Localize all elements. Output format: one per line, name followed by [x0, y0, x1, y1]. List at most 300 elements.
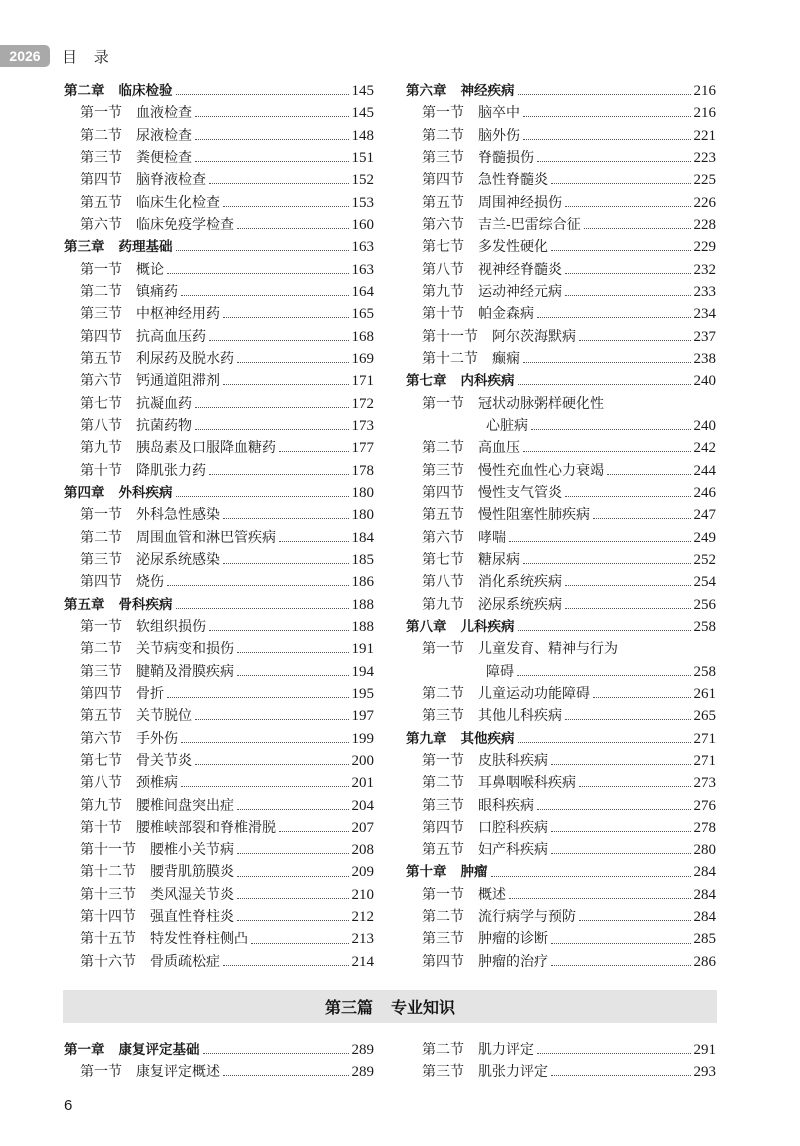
toc-section-entry[interactable]	[406, 147, 716, 169]
entry-page-number: 233	[693, 283, 716, 300]
entry-title: 临床检验	[118, 83, 173, 99]
running-header	[0, 44, 115, 68]
toc-section-entry[interactable]	[406, 460, 716, 482]
toc-section-entry[interactable]	[406, 102, 716, 124]
entry-page-number: 228	[693, 216, 716, 233]
entry-page-number: 242	[693, 440, 716, 457]
entry-label: 第五节	[422, 507, 464, 524]
entry-title: 其他儿科疾病	[478, 708, 562, 725]
toc-section-entry[interactable]	[406, 772, 716, 794]
entry-title: 慢性支气管炎	[478, 484, 562, 501]
entry-title: 腰椎峡部裂和脊椎滑脱	[136, 819, 276, 836]
toc-section-entry[interactable]	[406, 482, 716, 504]
entry-title: 关节病变和损伤	[136, 641, 234, 658]
entry-title: 药理基础	[118, 239, 173, 256]
toc-section-entry[interactable]	[64, 616, 374, 638]
toc-section-entry[interactable]	[64, 705, 374, 727]
entry-title: 皮肤科疾病	[478, 752, 548, 769]
entry-label: 第二节	[422, 909, 464, 926]
dot-leader	[551, 1074, 691, 1076]
toc-section-entry[interactable]	[406, 638, 716, 660]
entry-title: 骨关节炎	[136, 752, 192, 769]
entry-page-number: 246	[693, 484, 716, 501]
dot-leader	[223, 964, 349, 966]
toc-section-entry[interactable]	[406, 1061, 716, 1083]
entry-label: 第四节	[80, 328, 122, 345]
toc-section-entry[interactable]	[64, 817, 374, 839]
entry-label: 第六节	[422, 529, 464, 546]
dot-leader	[176, 249, 349, 251]
entry-title: 流行病学与预防	[478, 909, 576, 926]
entry-label: 第一节	[422, 641, 464, 658]
entry-title: 特发性脊柱侧凸	[150, 931, 248, 948]
dot-leader	[537, 1052, 691, 1054]
entry-title: 儿童运动功能障碍	[478, 685, 590, 702]
toc-section-entry[interactable]	[406, 259, 716, 281]
entry-title: 类风湿关节炎	[150, 886, 234, 903]
toc-section-entry[interactable]	[406, 705, 716, 727]
toc-section-entry[interactable]	[64, 861, 374, 883]
entry-page-number: 164	[351, 283, 374, 300]
entry-page-number: 197	[351, 708, 374, 725]
entry-label: 第一节	[80, 507, 122, 524]
toc-section-entry[interactable]	[64, 437, 374, 459]
entry-page-number: 178	[351, 462, 374, 479]
entry-title: 脑卒中	[478, 105, 520, 122]
dot-leader	[223, 383, 349, 385]
dot-leader	[509, 540, 691, 542]
dot-leader	[565, 718, 691, 720]
dot-leader	[176, 93, 349, 95]
entry-label: 第二节	[422, 685, 464, 702]
entry-title: 哮喘	[478, 529, 506, 546]
entry-label: 第六节	[80, 730, 122, 747]
entry-title: 外科疾病	[118, 484, 173, 501]
entry-title: 运动神经元病	[478, 283, 562, 300]
toc-section-entry[interactable]	[64, 772, 374, 794]
toc-chapter-entry[interactable]	[406, 80, 716, 102]
dot-leader	[209, 473, 349, 475]
toc-section-entry[interactable]	[406, 951, 716, 973]
toc-section-entry[interactable]	[406, 281, 716, 303]
entry-title: 强直性脊柱炎	[150, 909, 234, 926]
toc-column-left	[64, 80, 374, 973]
entry-title: 糖尿病	[478, 551, 520, 568]
entry-page-number: 186	[351, 574, 374, 591]
entry-label: 第四节	[80, 685, 122, 702]
entry-title: 腰背肌筋膜炎	[150, 864, 234, 881]
toc-section-entry[interactable]	[64, 192, 374, 214]
dot-leader	[565, 495, 691, 497]
toc-chapter-entry[interactable]	[406, 861, 716, 883]
entry-label: 第五节	[80, 708, 122, 725]
entry-title: 急性脊髓炎	[478, 172, 548, 189]
entry-page-number: 284	[693, 909, 716, 926]
entry-label: 第六节	[422, 216, 464, 233]
entry-label: 第六节	[80, 373, 122, 390]
toc-chapter-entry[interactable]	[64, 80, 374, 102]
toc-section-entry[interactable]	[64, 102, 374, 124]
entry-page-number: 276	[693, 797, 716, 814]
entry-title: 概论	[136, 261, 164, 278]
dot-leader	[223, 517, 349, 519]
entry-title: 钙通道阻滞剂	[136, 373, 220, 390]
entry-label: 第三节	[422, 931, 464, 948]
toc-section-entry[interactable]	[64, 951, 374, 973]
entry-label: 第七节	[80, 395, 122, 412]
dot-leader	[181, 294, 349, 296]
entry-title: 冠状动脉粥样硬化性	[478, 395, 604, 412]
entry-title: 概述	[478, 886, 506, 903]
toc-chapter-entry[interactable]	[64, 236, 374, 258]
entry-label: 第一节	[80, 261, 122, 278]
entry-label: 第三节	[422, 708, 464, 725]
toc-section-entry[interactable]	[64, 928, 374, 950]
toc-section-entry[interactable]	[64, 728, 374, 750]
dot-leader	[523, 562, 691, 564]
dot-leader	[551, 763, 691, 765]
entry-title: 帕金森病	[478, 306, 534, 323]
entry-label: 第二节	[422, 127, 464, 144]
entry-page-number: 261	[693, 685, 716, 702]
entry-title: 骨折	[136, 685, 164, 702]
entry-title: 利尿药及脱水药	[136, 350, 234, 367]
entry-page-number: 216	[693, 83, 716, 99]
entry-label: 第七节	[422, 551, 464, 568]
entry-page-number: 284	[693, 864, 716, 881]
entry-label: 第二节	[80, 529, 122, 546]
toc-section-entry[interactable]	[64, 549, 374, 571]
dot-leader	[518, 383, 691, 385]
entry-page-number: 185	[351, 551, 374, 568]
entry-page-number: 165	[351, 306, 374, 323]
entry-page-number: 244	[693, 462, 716, 479]
entry-label: 第三节	[422, 462, 464, 479]
toc-section-entry[interactable]	[64, 169, 374, 191]
toc-section-entry[interactable]	[64, 661, 374, 683]
entry-page-number: 163	[351, 239, 374, 256]
dot-leader	[237, 875, 349, 877]
dot-leader	[237, 897, 349, 899]
entry-page-number: 291	[693, 1042, 716, 1058]
entry-title: 障碍	[486, 663, 514, 680]
toc-chapter-entry[interactable]	[406, 370, 716, 392]
dot-leader	[195, 115, 349, 117]
entry-page-number: 280	[693, 842, 716, 859]
entry-label: 第八节	[80, 775, 122, 792]
toc-section-entry[interactable]	[64, 460, 374, 482]
dot-leader	[279, 830, 349, 832]
toc-section-entry[interactable]	[64, 906, 374, 928]
entry-page-number: 145	[351, 83, 374, 99]
dot-leader	[518, 93, 691, 95]
dot-leader	[551, 964, 691, 966]
entry-title: 慢性阻塞性肺疾病	[478, 507, 590, 524]
dot-leader	[209, 339, 349, 341]
entry-title: 肿瘤的诊断	[478, 931, 548, 948]
toc-section-entry[interactable]	[64, 415, 374, 437]
entry-title: 儿科疾病	[460, 618, 515, 635]
toc-section-entry[interactable]	[406, 549, 716, 571]
entry-page-number: 214	[351, 953, 374, 970]
entry-label: 第十一节	[80, 842, 136, 859]
entry-label: 第四节	[422, 953, 464, 970]
dot-leader	[223, 316, 349, 318]
toc-section-entry[interactable]	[406, 661, 716, 683]
entry-label: 第四节	[80, 574, 122, 591]
entry-page-number: 209	[351, 864, 374, 881]
entry-page-number: 210	[351, 886, 374, 903]
toc-section-entry[interactable]	[406, 415, 716, 437]
entry-label: 第五章	[64, 596, 105, 613]
toc-section-entry[interactable]	[406, 169, 716, 191]
toc-section-entry[interactable]	[406, 839, 716, 861]
entry-label: 第十节	[80, 819, 122, 836]
toc-section-entry[interactable]	[64, 638, 374, 660]
entry-label: 第四节	[422, 484, 464, 501]
toc-section-entry[interactable]	[406, 594, 716, 616]
entry-title: 慢性充血性心力衰竭	[478, 462, 604, 479]
entry-title: 抗高血压药	[136, 328, 206, 345]
entry-page-number: 278	[693, 819, 716, 836]
entry-page-number: 188	[351, 596, 374, 613]
dot-leader	[593, 696, 691, 698]
toc-section-entry[interactable]	[406, 214, 716, 236]
entry-title: 软组织损伤	[136, 618, 206, 635]
dot-leader	[523, 115, 691, 117]
entry-label: 第一节	[80, 105, 122, 122]
dot-leader	[195, 428, 349, 430]
toc-section-entry[interactable]	[64, 393, 374, 415]
toc-section-entry[interactable]	[406, 437, 716, 459]
entry-page-number: 212	[351, 909, 374, 926]
entry-label: 第五节	[422, 194, 464, 211]
toc-section-entry[interactable]	[64, 795, 374, 817]
dot-leader	[551, 182, 691, 184]
dot-leader	[176, 495, 349, 497]
entry-label: 第一节	[422, 395, 464, 412]
dot-leader	[565, 584, 691, 586]
toc-section-entry[interactable]	[64, 214, 374, 236]
toc-section-entry[interactable]	[406, 683, 716, 705]
entry-page-number: 171	[351, 373, 374, 390]
entry-label: 第十章	[406, 864, 447, 881]
entry-label: 第一章	[64, 1042, 105, 1058]
toc-section-entry[interactable]	[64, 571, 374, 593]
entry-label: 第一节	[422, 105, 464, 122]
entry-title: 儿童发育、精神与行为	[478, 641, 618, 658]
entry-page-number: 271	[693, 752, 716, 769]
dot-leader	[517, 674, 691, 676]
page-number: 6	[64, 1097, 73, 1114]
toc-section-entry[interactable]	[64, 750, 374, 772]
toc-section-entry[interactable]	[64, 147, 374, 169]
toc-section-entry[interactable]	[406, 125, 716, 147]
entry-label: 第三节	[422, 149, 464, 166]
toc-chapter-entry[interactable]	[64, 482, 374, 504]
toc-section-entry[interactable]	[64, 303, 374, 325]
entry-title: 骨质疏松症	[150, 953, 220, 970]
entry-title: 胰岛素及口服降血糖药	[136, 440, 276, 457]
toc-section-entry[interactable]	[64, 504, 374, 526]
entry-title: 外科急性感染	[136, 507, 220, 524]
entry-page-number: 180	[351, 507, 374, 524]
toc-section-entry[interactable]	[406, 1039, 716, 1061]
entry-label: 第十三节	[80, 886, 136, 903]
toc-section-entry[interactable]	[64, 259, 374, 281]
entry-title: 周围神经损伤	[478, 194, 562, 211]
toc-section-entry[interactable]	[406, 928, 716, 950]
toc-section-entry[interactable]	[406, 192, 716, 214]
part-banner	[63, 990, 717, 1023]
toc-section-entry[interactable]	[64, 683, 374, 705]
entry-title: 血液检查	[136, 105, 192, 122]
toc-column-right	[406, 80, 716, 973]
entry-label: 第一节	[80, 1064, 122, 1081]
toc-section-entry[interactable]	[406, 884, 716, 906]
toc-section-entry[interactable]	[64, 281, 374, 303]
entry-page-number: 216	[693, 105, 716, 122]
toc-section-entry[interactable]	[406, 504, 716, 526]
entry-label: 第三节	[422, 797, 464, 814]
dot-leader	[537, 808, 691, 810]
entry-page-number: 232	[693, 261, 716, 278]
entry-label: 第七章	[406, 373, 447, 390]
toc-section-entry[interactable]	[406, 527, 716, 549]
dot-leader	[167, 696, 349, 698]
entry-page-number: 169	[351, 350, 374, 367]
entry-page-number: 168	[351, 328, 374, 345]
entry-page-number: 271	[693, 730, 716, 747]
toc-section-entry[interactable]	[64, 884, 374, 906]
entry-page-number: 265	[693, 708, 716, 725]
dot-leader	[209, 182, 349, 184]
entry-page-number: 225	[693, 172, 716, 189]
dot-leader	[551, 852, 691, 854]
toc-section-entry[interactable]	[406, 236, 716, 258]
entry-page-number: 240	[693, 417, 716, 434]
entry-page-number: 152	[351, 172, 374, 189]
toc-section-entry[interactable]	[64, 527, 374, 549]
entry-page-number: 153	[351, 194, 374, 211]
dot-leader	[518, 629, 691, 631]
entry-title: 内科疾病	[460, 373, 515, 390]
toc-section-entry[interactable]	[406, 303, 716, 325]
dot-leader	[279, 540, 349, 542]
entry-title: 尿液检查	[136, 127, 192, 144]
dot-leader	[537, 316, 691, 318]
entry-label: 第七节	[80, 752, 122, 769]
dot-leader	[195, 763, 349, 765]
toc-section-entry[interactable]	[406, 817, 716, 839]
entry-label: 第十五节	[80, 931, 136, 948]
entry-label: 第五节	[422, 842, 464, 859]
toc-section-entry[interactable]	[406, 326, 716, 348]
entry-title: 眼科疾病	[478, 797, 534, 814]
toc-section-entry[interactable]	[64, 839, 374, 861]
entry-label: 第九节	[80, 797, 122, 814]
entry-title: 泌尿系统感染	[136, 551, 220, 568]
entry-title: 妇产科疾病	[478, 842, 548, 859]
entry-page-number: 148	[351, 127, 374, 144]
entry-title: 颈椎病	[136, 775, 178, 792]
toc-section-entry[interactable]	[64, 348, 374, 370]
dot-leader	[491, 875, 691, 877]
dot-leader	[523, 450, 691, 452]
entry-page-number: 207	[351, 819, 374, 836]
entry-title: 口腔科疾病	[478, 819, 548, 836]
entry-label: 第三节	[422, 1064, 464, 1081]
toc-section-entry[interactable]	[406, 348, 716, 370]
entry-page-number: 151	[351, 149, 374, 166]
entry-label: 第二节	[80, 641, 122, 658]
dot-leader	[607, 473, 691, 475]
dot-leader	[279, 450, 349, 452]
entry-title: 腱鞘及滑膜疾病	[136, 663, 234, 680]
entry-label: 第十六节	[80, 953, 136, 970]
toc-section-entry[interactable]	[406, 571, 716, 593]
entry-page-number: 180	[351, 484, 374, 501]
entry-page-number: 173	[351, 417, 374, 434]
dot-leader	[237, 808, 349, 810]
entry-title: 消化系统疾病	[478, 574, 562, 591]
entry-page-number: 163	[351, 261, 374, 278]
entry-page-number: 229	[693, 239, 716, 256]
dot-leader	[176, 607, 349, 609]
dot-leader	[523, 138, 691, 140]
entry-label: 第一节	[80, 618, 122, 635]
toc-section-entry[interactable]	[64, 1061, 374, 1083]
dot-leader	[237, 674, 349, 676]
toc-section-entry[interactable]	[406, 795, 716, 817]
part-title: 专业知识	[391, 998, 456, 1017]
entry-title: 脊髓损伤	[478, 149, 534, 166]
toc-section-entry[interactable]	[406, 906, 716, 928]
dot-leader	[518, 741, 691, 743]
entry-page-number: 145	[351, 105, 374, 122]
entry-label: 第八节	[422, 261, 464, 278]
entry-label: 第八节	[80, 417, 122, 434]
dot-leader	[565, 294, 691, 296]
entry-label: 第十四节	[80, 909, 136, 926]
toc-section-entry[interactable]	[406, 750, 716, 772]
dot-leader	[223, 562, 349, 564]
toc-chapter-entry[interactable]	[406, 728, 716, 750]
dot-leader	[167, 272, 349, 274]
toc-section-entry[interactable]	[64, 125, 374, 147]
entry-page-number: 194	[351, 663, 374, 680]
entry-title: 心脏病	[486, 417, 528, 434]
entry-title: 关节脱位	[136, 708, 192, 725]
dot-leader	[195, 718, 349, 720]
dot-leader	[584, 227, 691, 229]
toc-chapter-entry[interactable]	[406, 616, 716, 638]
toc-chapter-entry[interactable]	[64, 594, 374, 616]
entry-label: 第十一节	[422, 328, 478, 345]
entry-label: 第二节	[80, 283, 122, 300]
entry-title: 癫痫	[492, 350, 520, 367]
toc-section-entry[interactable]	[406, 393, 716, 415]
dot-leader	[537, 160, 691, 162]
toc-section-entry[interactable]	[64, 326, 374, 348]
entry-page-number: 226	[693, 194, 716, 211]
toc-chapter-entry[interactable]	[64, 1039, 374, 1061]
entry-title: 多发性硬化	[478, 239, 548, 256]
dot-leader	[195, 138, 349, 140]
entry-page-number: 289	[351, 1064, 374, 1081]
entry-title: 抗凝血药	[136, 395, 192, 412]
toc-section-entry[interactable]	[64, 370, 374, 392]
